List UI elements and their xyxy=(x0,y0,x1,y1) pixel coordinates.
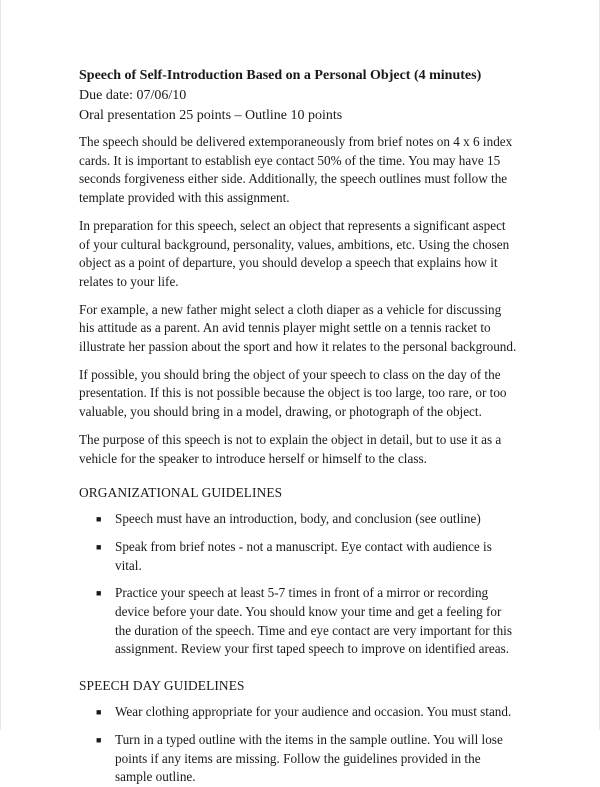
list-item xyxy=(79,584,519,659)
speech-day-guidelines-heading: SPEECH DAY GUIDELINES xyxy=(79,678,245,694)
list-item xyxy=(79,538,519,575)
square-bullet-icon: ■ xyxy=(96,707,102,718)
list-item xyxy=(79,703,519,722)
document-title: Speech of Self-Introduction Based on a Personal Object (4 minutes) xyxy=(79,68,482,83)
points-breakdown: Oral presentation 25 points – Outline 10 points xyxy=(79,108,343,123)
square-bullet-icon: ■ xyxy=(96,541,102,552)
organizational-guidelines-list xyxy=(79,510,519,659)
list-item xyxy=(79,731,519,787)
square-bullet-icon: ■ xyxy=(96,734,102,745)
list-item xyxy=(79,510,519,529)
paragraph-delivery: The speech should be delivered extemporaneously from brief notes on 4 x 6 index cards. It is important to establish eye contact 50% of the time. You may have 15 seconds forgiveness either side. Additionally, the speech outlines must follow the template provided with this assignment. xyxy=(79,134,513,206)
paragraph-bring-object: If possible, you should bring the object of your speech to class on the day of the presentation. If this is not possible because the object is too large, too rare, or too valuable, you should bring in a model, drawing, or photograph of the object. xyxy=(79,366,507,420)
list-item-text: Turn in a typed outline with the items in the sample outline. You will lose points if any items are missing. Follow the guidelines provided in the sample outline. xyxy=(115,731,503,785)
speech-day-guidelines-list xyxy=(79,703,519,787)
organizational-guidelines-heading: ORGANIZATIONAL GUIDELINES xyxy=(79,485,283,501)
paragraph-example: For example, a new father might select a cloth diaper as a vehicle for discussing his attitude as a parent. An avid tennis player might settle on a tennis racket to illustrate her passion about the sport and how it relates to the personal background. xyxy=(79,301,517,355)
list-item-text: Speak from brief notes - not a manuscript. Eye contact with audience is vital. xyxy=(115,538,492,573)
list-item-text: Wear clothing appropriate for your audience and occasion. You must stand. xyxy=(115,704,512,720)
paragraph-preparation: In preparation for this speech, select an object that represents a significant aspect of your cultural background, personality, values, ambitions, etc. Using the chosen object as a point of departure, you should develop a speech that explains how it relates to your life. xyxy=(79,217,510,289)
due-date: Due date: 07/06/10 xyxy=(79,88,187,103)
document-content xyxy=(79,66,519,787)
square-bullet-icon: ■ xyxy=(96,514,102,525)
square-bullet-icon: ■ xyxy=(96,588,102,599)
paragraph-purpose: The purpose of this speech is not to explain the object in detail, but to use it as a vehicle for the speaker to introduce herself or himself to the class. xyxy=(79,431,502,466)
list-item-text: Speech must have an introduction, body, and conclusion (see outline) xyxy=(115,511,481,527)
list-item-text: Practice your speech at least 5-7 times in front of a mirror or recording device before your date. You should know your time and get a feeling for the duration of the speech. Time and eye contact are very important for this assignment. Review your first taped speech to improve on identified areas. xyxy=(115,585,512,657)
